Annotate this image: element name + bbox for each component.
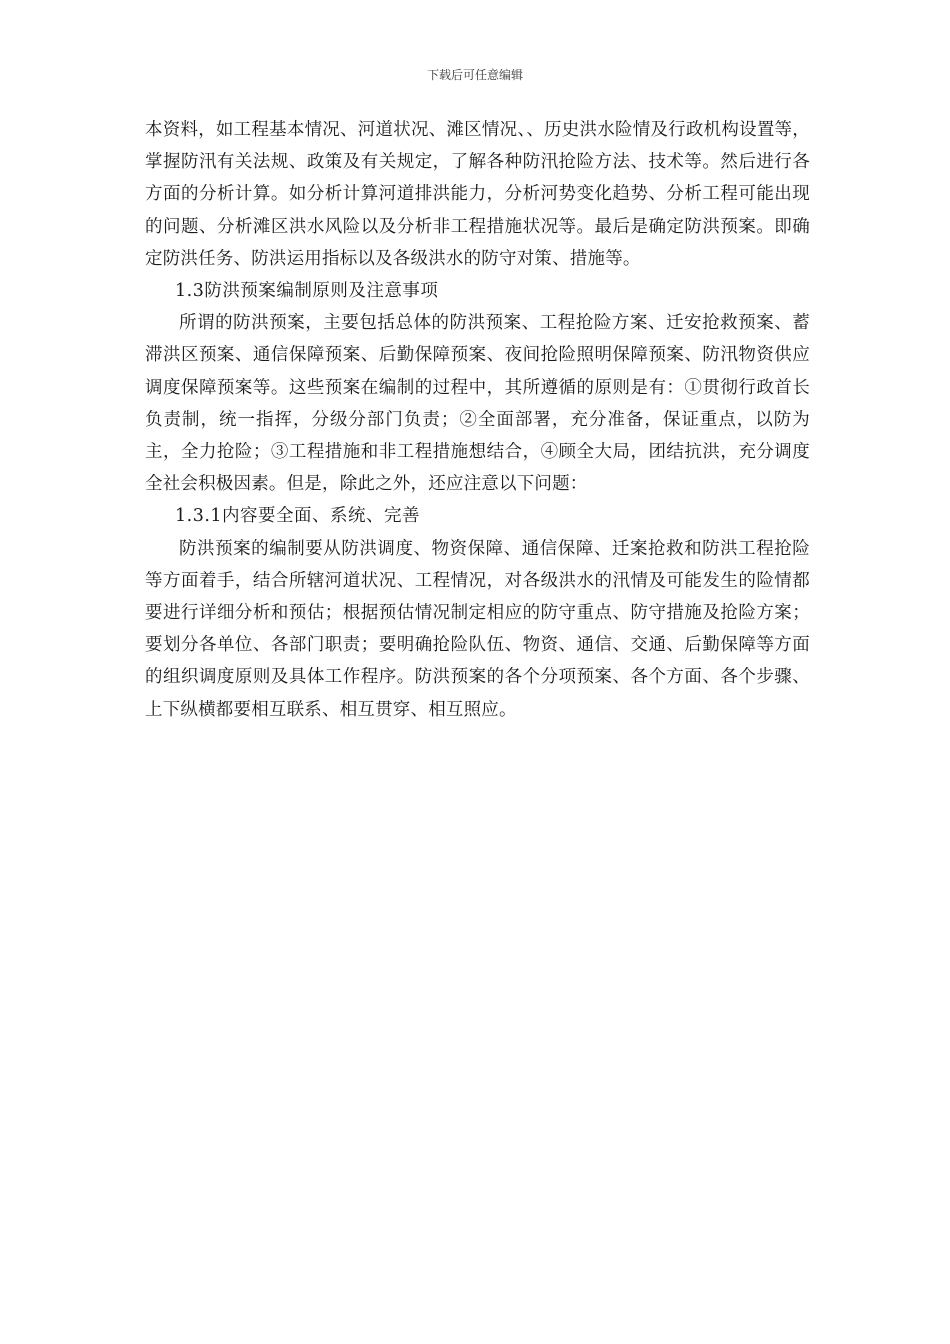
- page-header: 下载后可任意编辑: [426, 68, 523, 82]
- paragraph-principles: 所谓的防洪预案，主要包括总体的防洪预案、工程抢险方案、迁安抢救预案、蓄滞洪区预案、通信保障预案、后勤保障预案、夜间抢险照明保障预案、防汛物资供应调度保障预案等。这些预案在编制的过程中，其所遵循的原则是有：①贯彻行政首长负责制，统一指挥，分级分部门负责；②全面部署，充分准备，保证重点，以防为主，全力抢险；③工程措施和非工程措施想结合，④顾全大局，团结抗洪，充分调度全社会积极因素。但是，除此之外，还应注意以下问题：: [145, 313, 810, 495]
- section-heading-1-3: 1.3防洪预案编制原则及注意事项: [175, 281, 439, 302]
- section-heading-1-3-1: 1.3.1内容要全面、系统、完善: [175, 506, 421, 527]
- paragraph-content-requirements: 防洪预案的编制要从防洪调度、物资保障、通信保障、迁案抢救和防洪工程抢险等方面着手，结合所辖河道状况、工程情况，对各级洪水的汛情及可能发生的险情都要进行详细分析和预估；根据预估情况制定相应的防守重点、防守措施及抢险方案；要划分各单位、各部门职责；要明确抢险队伍、物资、通信、交通、后勤保障等方面的组织调度原则及具体工作程序。防洪预案的各个分项预案、各个方面、各个步骤、上下纵横都要相互联系、相互贯穿、相互照应。: [145, 538, 810, 720]
- document-body: [145, 114, 810, 726]
- paragraph-continued: 本资料，如工程基本情况、河道状况、滩区情况、、历史洪水险情及行政机构设置等，掌握防汛有关法规、政策及有关规定，了解各种防汛抢险方法、技术等。然后进行各方面的分析计算。如分析计算河道排洪能力，分析河势变化趋势、分析工程可能出现的问题、分析滩区洪水风险以及分析非工程措施状况等。最后是确定防洪预案。即确定防洪任务、防洪运用指标以及各级洪水的防守对策、措施等。: [145, 120, 810, 269]
